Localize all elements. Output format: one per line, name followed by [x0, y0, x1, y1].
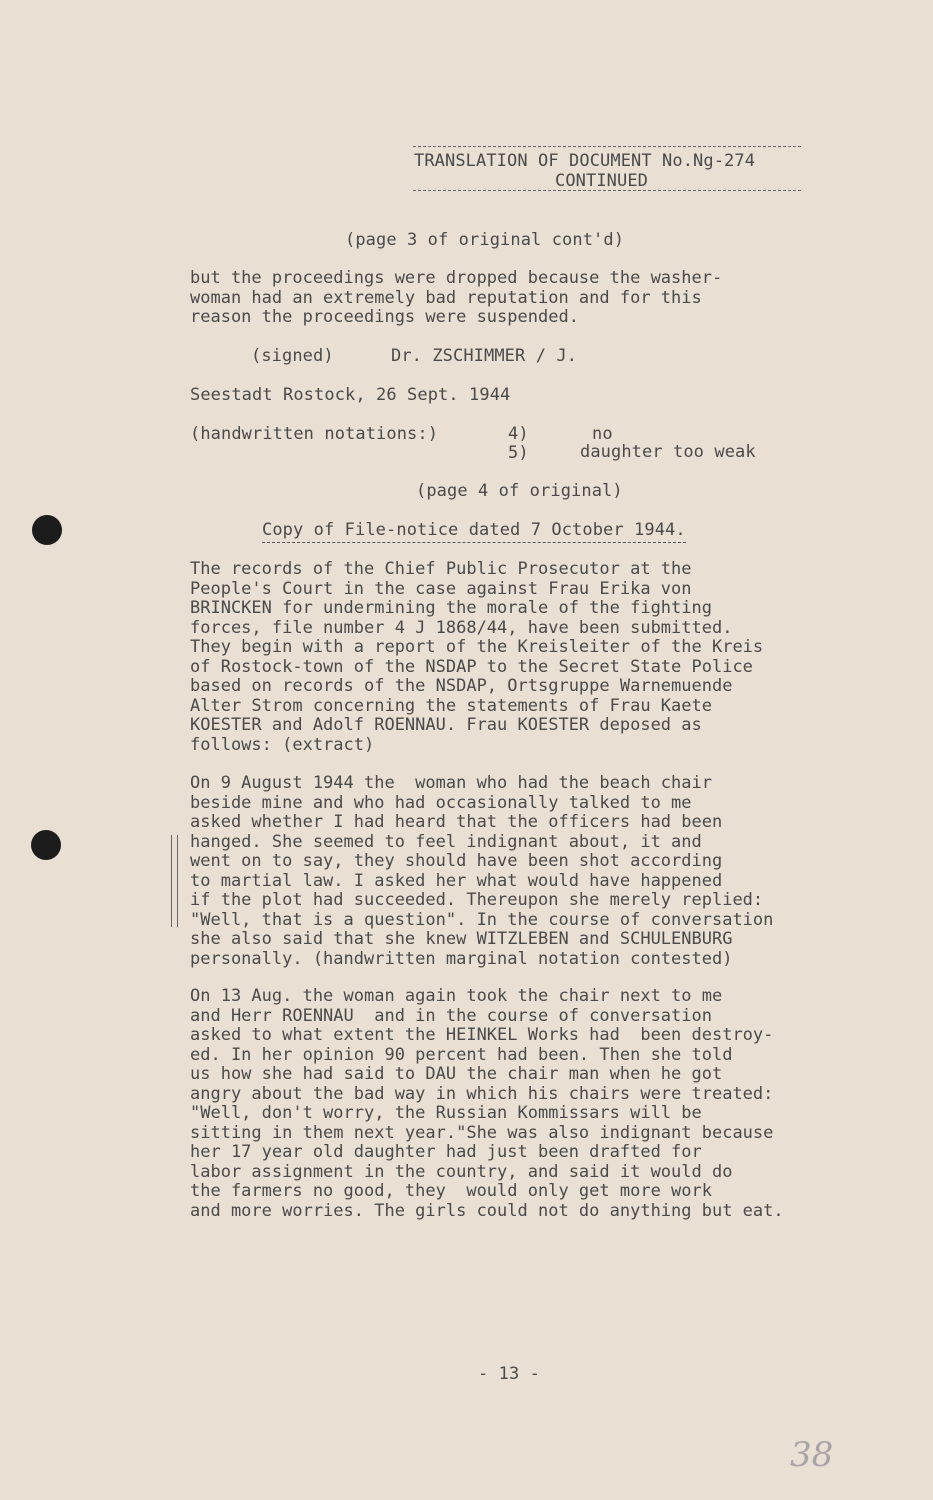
- handwritten-page-stamp: 38: [790, 1435, 834, 1475]
- text-line: the farmers no good, they would only get more work: [190, 1181, 712, 1201]
- text-line: sitting in them next year."She was also indignant because: [190, 1122, 774, 1143]
- header-rule-bottom: [413, 190, 801, 191]
- records-paragraph: [190, 560, 763, 755]
- text-line: Alter Strom concerning the statements of Frau Kaete: [190, 695, 712, 716]
- text-line: asked to what extent the HEINKEL Works had been destroy-: [190, 1025, 774, 1045]
- signed-name: Dr. ZSCHIMMER / J.: [391, 346, 578, 366]
- text-line: based on records of the NSDAP, Ortsgruppe Warnemuende: [190, 676, 733, 696]
- text-line: labor assignment in the country, and said it would do: [190, 1161, 733, 1182]
- text-line: angry about the bad way in which his chairs were treated:: [190, 1083, 774, 1104]
- punch-hole-top: [32, 515, 62, 545]
- page3-note: (page 3 of original cont'd): [345, 230, 625, 250]
- text-line: of Rostock-town of the NSDAP to the Secret State Police: [190, 656, 753, 677]
- text-line: and Herr ROENNAU and in the course of conversation: [190, 1005, 712, 1026]
- text-line: us how she had said to DAU the chair man when he got: [190, 1064, 723, 1084]
- text-line: and more worries. The girls could not do anything but eat.: [190, 1200, 784, 1221]
- aug13-paragraph: [190, 987, 784, 1221]
- handwritten-notations-label: (handwritten notations:): [190, 424, 439, 444]
- text-line: if the plot had succeeded. Thereupon she merely replied:: [190, 890, 764, 910]
- text-line: ed. In her opinion 90 percent had been. Then she told: [190, 1044, 733, 1065]
- text-line: "Well, that is a question". In the course of conversation: [190, 909, 774, 930]
- text-line: to martial law. I asked her what would have happened: [190, 870, 723, 891]
- text-line: woman had an extremely bad reputation and for this: [190, 287, 702, 308]
- intro-paragraph: [190, 269, 722, 328]
- text-line: On 9 August 1944 the woman who had the beach chair: [190, 773, 712, 793]
- text-line: BRINCKEN for undermining the morale of the fighting: [190, 598, 712, 618]
- text-line: beside mine and who had occasionally talked to me: [190, 792, 692, 813]
- text-line: reason the proceedings were suspended.: [190, 307, 579, 327]
- notation-5-number: 5): [508, 443, 529, 463]
- place-date: Seestadt Rostock, 26 Sept. 1944: [190, 385, 511, 405]
- page-number: - 13 -: [478, 1364, 541, 1384]
- text-line: she also said that she knew WITZLEBEN and SCHULENBURG: [190, 929, 733, 949]
- text-line: KOESTER and Adolf ROENNAU. Frau KOESTER deposed as: [190, 715, 702, 735]
- margin-mark-left: [171, 835, 172, 927]
- text-line: The records of the Chief Public Prosecutor at the: [190, 559, 692, 579]
- page4-note: (page 4 of original): [416, 481, 623, 501]
- notation-4-text: no: [592, 424, 613, 444]
- text-line: On 13 Aug. the woman again took the chair next to me: [190, 986, 723, 1006]
- text-line: forces, file number 4 J 1868/44, have been submitted.: [190, 617, 733, 638]
- text-line: "Well, don't worry, the Russian Kommissars will be: [190, 1103, 702, 1123]
- notation-5-text: daughter too weak: [580, 442, 756, 462]
- text-line: asked whether I had heard that the officers had been: [190, 812, 723, 832]
- aug9-paragraph: [190, 774, 773, 969]
- document-title: TRANSLATION OF DOCUMENT No.Ng-274: [414, 151, 756, 171]
- header-rule-top: [413, 146, 801, 147]
- text-line: hanged. She seemed to feel indignant about, it and: [190, 831, 702, 852]
- notation-4-number: 4): [508, 424, 529, 444]
- text-line: personally. (handwritten marginal notation contested): [190, 948, 733, 969]
- text-line: her 17 year old daughter had just been drafted for: [190, 1142, 702, 1162]
- text-line: They begin with a report of the Kreisleiter of the Kreis: [190, 637, 764, 657]
- text-line: but the proceedings were dropped because the washer-: [190, 268, 723, 288]
- document-subtitle: CONTINUED: [555, 171, 649, 191]
- signed-label: (signed): [251, 346, 334, 366]
- punch-hole-middle: [31, 830, 61, 860]
- copy-title: Copy of File-notice dated 7 October 1944.: [262, 521, 686, 543]
- margin-mark-right: [177, 835, 178, 927]
- text-line: People's Court in the case against Frau Erika von: [190, 578, 692, 599]
- text-line: went on to say, they should have been shot according: [190, 851, 723, 871]
- text-line: follows: (extract): [190, 734, 375, 755]
